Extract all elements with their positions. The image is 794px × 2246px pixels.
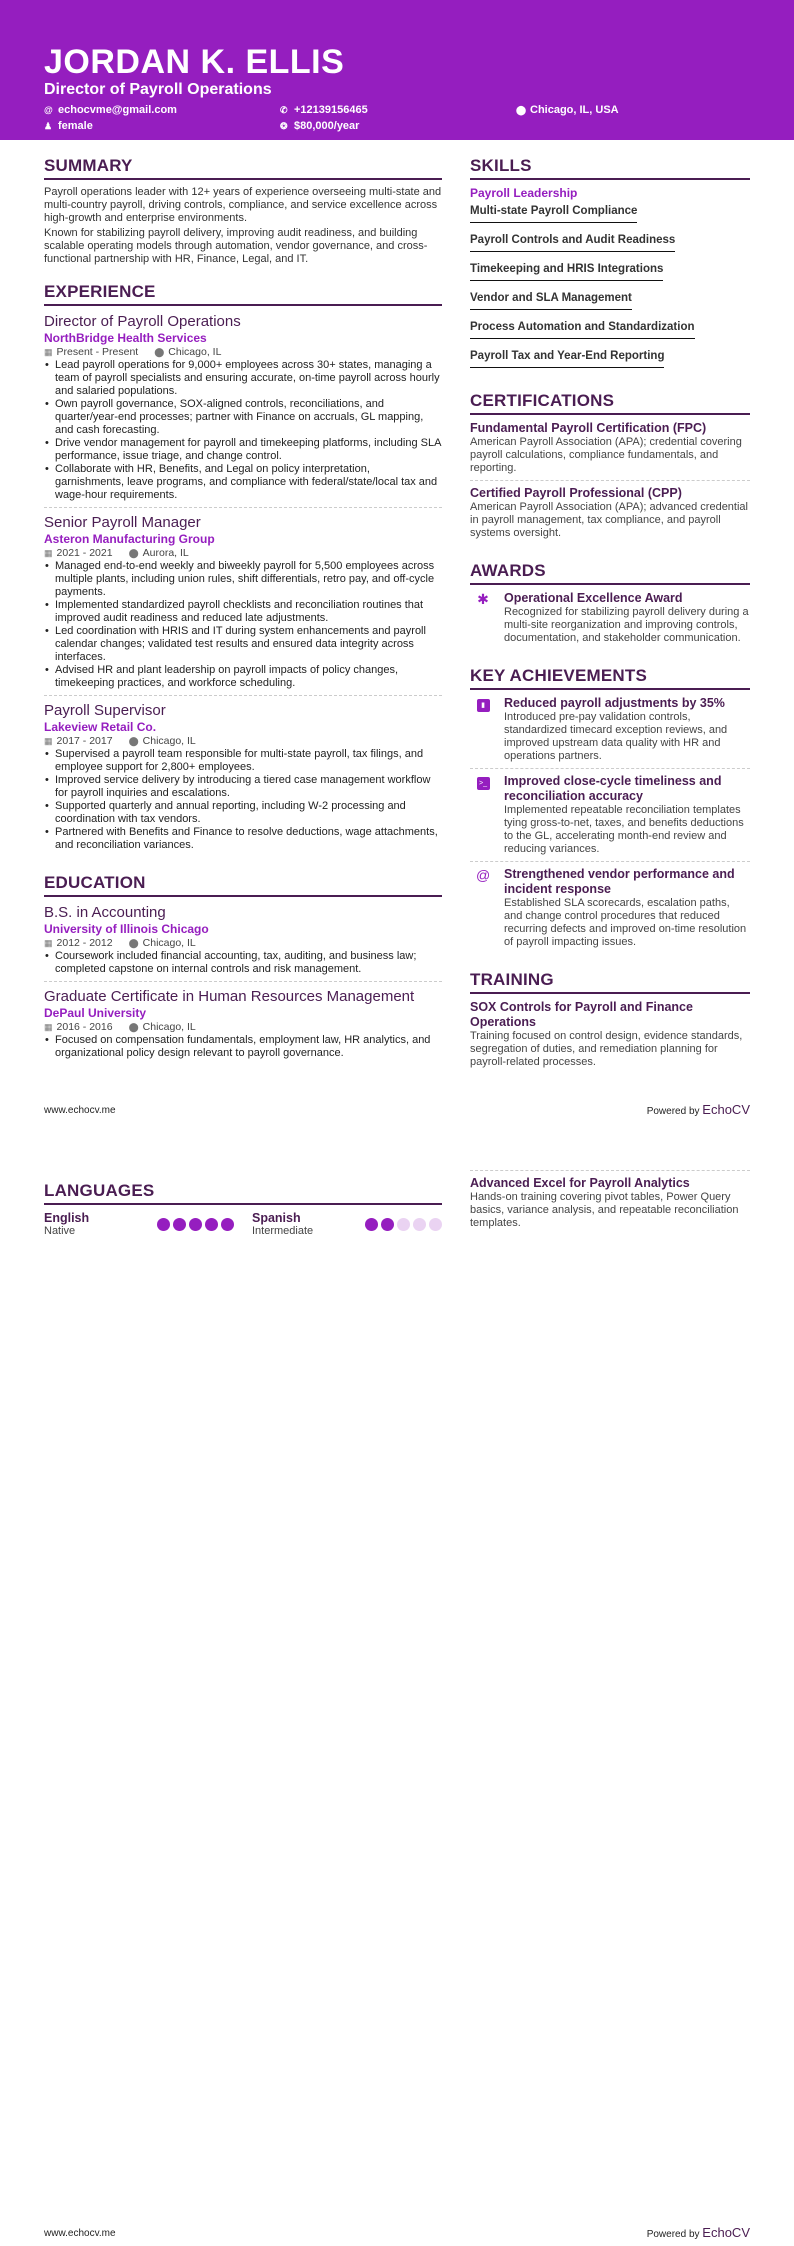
section-heading: EXPERIENCE	[44, 282, 442, 306]
language-text	[44, 1211, 89, 1237]
left-column	[44, 156, 442, 1081]
section-heading: EDUCATION	[44, 873, 442, 897]
calendar-icon: ▦	[44, 548, 53, 558]
entry-dates: 2016 - 2016	[56, 1021, 113, 1033]
language-text	[252, 1211, 313, 1237]
achievements-body	[504, 774, 750, 856]
resume-header	[0, 0, 794, 140]
footer-powered	[647, 1102, 750, 1117]
bullet-item: • Implemented standardized payroll checklists and reconciliation routines that improved audit readiness and reduced late adjustments.	[44, 599, 442, 625]
skill-item: Payroll Tax and Year-End Reporting	[470, 349, 664, 368]
language-item	[252, 1211, 442, 1237]
entry-bullets	[44, 359, 442, 502]
entry-bullets	[44, 1034, 442, 1060]
training-item	[470, 1000, 750, 1069]
rating-dot	[413, 1218, 426, 1231]
languages-section	[44, 1181, 442, 1237]
entry-bullets	[44, 560, 442, 690]
bug-icon: ✱	[477, 591, 489, 607]
entry-organization: Lakeview Retail Co.	[44, 720, 157, 734]
right-column	[470, 1170, 750, 1230]
location-icon: ⬤	[128, 1022, 139, 1032]
achievements-text: Introduced pre-pay validation controls, standardized timecard exception reviews, and improved upstream data quality with HR and operations partners.	[504, 711, 728, 762]
language-level: Intermediate	[252, 1225, 314, 1237]
skill-group: Payroll Leadership	[470, 186, 578, 200]
certification-text: American Payroll Association (APA); credential covering payroll calculations, compliance fundamentals, and reporting.	[470, 436, 742, 474]
training-section	[470, 970, 750, 1069]
bullet-item: • Focused on compensation fundamentals, employment law, HR analytics, and organizational policy design relevant to payroll governance.	[44, 1034, 442, 1060]
training-text: Training focused on control design, evidence standards, segregation of duties, and remediation planning for payroll-related processes.	[470, 1030, 743, 1068]
candidate-title: Director of Payroll Operations	[44, 81, 272, 98]
summary-paragraph: Known for stabilizing payroll delivery, improving audit readiness, and building scalable operating models through automation, vendor governance, and cross-functional partnership with HR, Finance, Legal, and IT.	[44, 227, 428, 265]
resume-page-2	[0, 1123, 794, 2246]
location-icon: ⬤	[128, 548, 139, 558]
location-icon: ⬤	[516, 105, 527, 115]
section-heading: AWARDS	[470, 561, 750, 585]
experience-entry	[44, 312, 442, 508]
footer-site[interactable]: www.echocv.me	[44, 1105, 116, 1116]
bullet-item: • Advised HR and plant leadership on payroll impacts of policy changes, timekeeping practices, and workforce scheduling.	[44, 664, 442, 690]
achievements-item	[470, 696, 750, 769]
achievements-item	[470, 867, 750, 954]
bullet-item: • Supervised a payroll team responsible for multi-state payroll, tax filings, and employee support for 2,800+ employees.	[44, 748, 442, 774]
gender: female	[58, 120, 93, 132]
calendar-icon: ▦	[44, 347, 53, 357]
entry-dates: 2021 - 2021	[56, 547, 113, 559]
rating-dot	[189, 1218, 202, 1231]
bullet-item: • Partnered with Benefits and Finance to resolve deductions, wage attachments, and reconciliation variances.	[44, 826, 442, 852]
entry-location: Chicago, IL	[142, 1021, 196, 1033]
entry-title: Graduate Certificate in Human Resources Management	[44, 988, 415, 1005]
summary-paragraph: Payroll operations leader with 12+ years of experience overseeing multi-state and multi-country payroll, driving controls, compliance, and service excellence across high-growth and enterprise environments.	[44, 186, 442, 224]
experience-entry	[44, 701, 442, 857]
skill-row	[470, 317, 750, 346]
bar-chart-icon: ▮	[476, 696, 490, 763]
entry-meta	[44, 735, 442, 748]
at-icon: @	[44, 105, 53, 115]
achievements-text: Established SLA scorecards, escalation paths, and change control procedures that reduced recurring defects and improved on-time resolution of payroll impacting issues.	[504, 897, 747, 948]
bullet-item: • Own payroll governance, SOX-aligned controls, reconciliations, and quarter/year-end processes; partner with Finance on accruals, GL mapping, and cash forecasting.	[44, 398, 442, 437]
at-sign-icon: @	[476, 867, 491, 883]
entry-meta	[44, 547, 442, 560]
powered-label: Powered by	[646, 1106, 700, 1117]
language-rating	[365, 1218, 442, 1231]
bullet-item: • Managed end-to-end weekly and biweekly payroll for 5,500 employees across multiple plants, including union rules, shift differentials, retro pay, and off-cycle payments.	[44, 560, 442, 599]
entry-organization: Asteron Manufacturing Group	[44, 532, 215, 546]
rating-dot	[157, 1218, 170, 1231]
skill-item: Multi-state Payroll Compliance	[470, 204, 637, 223]
bullet-item: • Led coordination with HRIS and IT during system enhancements and payroll calendar changes; validated test results and ensured data integrity across interfaces.	[44, 625, 442, 664]
entry-location: Chicago, IL	[168, 346, 222, 358]
entry-location: Chicago, IL	[142, 735, 196, 747]
bullet-item: • Collaborate with HR, Benefits, and Legal on policy interpretation, garnishments, leave programs, and compliance with federal/state/local tax and wage-hour requirements.	[44, 463, 442, 502]
skills-section	[470, 156, 750, 375]
terminal-icon: >_	[476, 774, 490, 856]
language-level: Native	[44, 1225, 76, 1237]
awards-title: Operational Excellence Award	[504, 591, 683, 605]
certification-title: Fundamental Payroll Certification (FPC)	[470, 421, 707, 435]
bullet-item: • Supported quarterly and annual reporting, including W-2 processing and coordination with tax vendors.	[44, 800, 442, 826]
location: Chicago, IL, USA	[530, 104, 619, 116]
calendar-icon: ▦	[44, 736, 53, 746]
bullet-item: • Improved service delivery by introducing a tiered case management workflow for payroll inquiries and escalations.	[44, 774, 442, 800]
certification-item	[470, 486, 750, 545]
achievements-body	[504, 696, 750, 763]
bullet-item: • Drive vendor management for payroll and timekeeping platforms, including SLA performance, issue triage, and change control.	[44, 437, 442, 463]
section-heading: CERTIFICATIONS	[470, 391, 750, 415]
certification-text: American Payroll Association (APA); advanced credential in payroll management, tax compliance, and payroll systems oversight.	[470, 501, 748, 539]
section-heading: SUMMARY	[44, 156, 442, 180]
left-column	[44, 1181, 442, 1253]
entry-dates: Present - Present	[56, 346, 139, 358]
entry-title: Senior Payroll Manager	[44, 514, 201, 531]
certifications-section	[470, 391, 750, 545]
entry-location: Aurora, IL	[142, 547, 189, 559]
education-section	[44, 873, 442, 1065]
phone[interactable]: +12139156465	[294, 104, 368, 116]
training-item	[470, 1170, 750, 1230]
rating-dot	[221, 1218, 234, 1231]
skill-item: Vendor and SLA Management	[470, 291, 632, 310]
salary: $80,000/year	[294, 120, 360, 132]
footer-site[interactable]: www.echocv.me	[44, 2228, 116, 2239]
section-heading: KEY ACHIEVEMENTS	[470, 666, 750, 690]
language-rating	[157, 1218, 234, 1231]
certification-item	[470, 421, 750, 481]
entry-meta	[44, 346, 442, 359]
brand-logo: EchoCV	[702, 1102, 750, 1117]
entry-title: Payroll Supervisor	[44, 702, 166, 719]
entry-dates: 2017 - 2017	[56, 735, 113, 747]
bullet-item: • Coursework included financial accounting, tax, auditing, and business law; completed capstone on internal controls and risk management.	[44, 950, 442, 976]
achievements-item	[470, 774, 750, 862]
entry-title: Director of Payroll Operations	[44, 313, 241, 330]
entry-meta	[44, 1021, 442, 1034]
section-heading: TRAINING	[470, 970, 750, 994]
powered-label: Powered by	[646, 2229, 700, 2240]
entry-dates: 2012 - 2012	[56, 937, 113, 949]
experience-section	[44, 282, 442, 857]
phone-icon: ✆	[280, 105, 288, 115]
brand-logo: EchoCV	[702, 2225, 750, 2240]
calendar-icon: ▦	[44, 938, 53, 948]
skill-row	[470, 288, 750, 317]
language-item	[44, 1211, 234, 1237]
contact-info	[44, 104, 750, 132]
entry-title: B.S. in Accounting	[44, 904, 166, 921]
rating-dot	[173, 1218, 186, 1231]
location-icon: ⬤	[154, 347, 165, 357]
awards-text: Recognized for stabilizing payroll delivery during a multi-site reorganization and improving controls, documentation, and stakeholder communication.	[504, 606, 749, 644]
entry-bullets	[44, 748, 442, 852]
bullet-item: • Lead payroll operations for 9,000+ employees across 30+ states, managing a team of payroll specialists and ensuring accurate, on-time payroll across hourly and salaried populations.	[44, 359, 442, 398]
achievements-title: Reduced payroll adjustments by 35%	[504, 696, 725, 710]
email[interactable]: echocvme@gmail.com	[58, 104, 177, 116]
achievements-text: Implemented repeatable reconciliation templates tying gross-to-net, taxes, and benefits deductions to the GL, accelerating month-end review and reducing variances.	[504, 804, 744, 855]
rating-dot	[205, 1218, 218, 1231]
achievements-section	[470, 666, 750, 954]
language-name: English	[44, 1211, 90, 1225]
calendar-icon: ▦	[44, 1022, 53, 1032]
user-icon: ♟	[44, 121, 53, 131]
achievements-title: Improved close-cycle timeliness and reconciliation accuracy	[504, 774, 722, 803]
entry-location: Chicago, IL	[142, 937, 196, 949]
achievements-body	[504, 867, 750, 949]
experience-entry	[44, 513, 442, 696]
summary-section	[44, 156, 442, 266]
skill-item: Payroll Controls and Audit Readiness	[470, 233, 675, 252]
awards-section	[470, 561, 750, 650]
entry-meta	[44, 937, 442, 950]
right-column	[470, 156, 750, 1085]
skill-row	[470, 346, 750, 375]
training-text: Hands-on training covering pivot tables, Power Query basics, variance analysis, and repeatable reconciliation templates.	[470, 1191, 739, 1229]
money-icon: ❂	[280, 121, 288, 131]
footer-powered	[647, 2225, 750, 2240]
training-title: Advanced Excel for Payroll Analytics	[470, 1176, 690, 1190]
section-heading: LANGUAGES	[44, 1181, 442, 1205]
entry-bullets	[44, 950, 442, 976]
awards-item	[470, 591, 750, 650]
location-icon: ⬤	[128, 736, 139, 746]
awards-body	[504, 591, 750, 645]
entry-organization: NorthBridge Health Services	[44, 331, 207, 345]
rating-dot	[397, 1218, 410, 1231]
achievements-title: Strengthened vendor performance and incident response	[504, 867, 735, 896]
language-name: Spanish	[252, 1211, 301, 1225]
entry-organization: DePaul University	[44, 1006, 147, 1020]
skill-row	[470, 230, 750, 259]
skill-row	[470, 259, 750, 288]
skill-row	[470, 201, 750, 230]
education-entry	[44, 987, 442, 1065]
skill-item: Process Automation and Standardization	[470, 320, 695, 339]
rating-dot	[381, 1218, 394, 1231]
section-heading: SKILLS	[470, 156, 750, 180]
rating-dot	[365, 1218, 378, 1231]
candidate-name: JORDAN K. ELLIS	[44, 43, 345, 81]
entry-organization: University of Illinois Chicago	[44, 922, 209, 936]
location-icon: ⬤	[128, 938, 139, 948]
training-title: SOX Controls for Payroll and Finance Operations	[470, 1000, 693, 1029]
skill-item: Timekeeping and HRIS Integrations	[470, 262, 663, 281]
education-entry	[44, 903, 442, 982]
rating-dot	[429, 1218, 442, 1231]
certification-title: Certified Payroll Professional (CPP)	[470, 486, 682, 500]
